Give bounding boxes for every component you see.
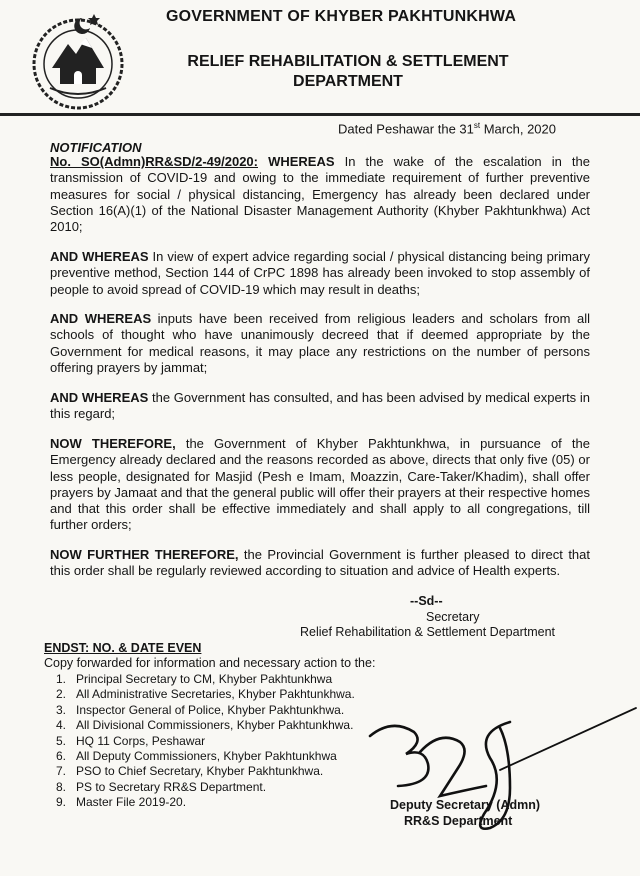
distribution-item-number: 9.: [55, 795, 66, 810]
department-title-line-2: DEPARTMENT: [293, 73, 403, 90]
deputy-secretary-title: Deputy Secretary (Admn): [390, 798, 541, 812]
distribution-item-text: PS to Secretary RR&S Department.: [76, 779, 267, 794]
distribution-list: [44, 672, 355, 811]
distribution-item-number: 7.: [55, 764, 66, 779]
letterhead-divider: [0, 113, 640, 116]
distribution-item-text: Inspector General of Police, Khyber Pakhtunkhwa.: [76, 702, 345, 717]
distribution-item: [44, 672, 355, 687]
distribution-item: [44, 780, 355, 795]
distribution-item-number: 5.: [55, 733, 66, 748]
distribution-item-text: PSO to Chief Secretary, Khyber Pakhtunkhwa.: [76, 764, 324, 779]
paragraph-whereas-3: AND WHEREAS inputs have been received from religious leaders and scholars from all schools of thought who have unanimously decreed that if deemed appropriate by the Government for medical reasons, it may place any restrictions on the number of persons offering prayers by jammat;: [50, 311, 590, 375]
distribution-item: [44, 703, 355, 718]
paragraph-whereas-2: AND WHEREAS In view of expert advice regarding social / physical distancing being primary preventive method, Section 144 of CrPC 1898 has already been invoked to stop assembly of people to avoid spread of COVID-19 which may result in deaths;: [50, 249, 590, 297]
distribution-item: [44, 734, 355, 749]
distribution-item: [44, 749, 355, 764]
distribution-item-number: 8.: [55, 779, 66, 794]
government-title: GOVERNMENT OF KHYBER PAKHTUNKHWA: [166, 8, 517, 25]
paragraph-whereas-4: AND WHEREAS the Government has consulted, and has been advised by medical experts in this regard;: [50, 390, 590, 422]
distribution-item-number: 2.: [55, 687, 66, 702]
distribution-item-text: All Administrative Secretaries, Khyber Pakhtunkhwa.: [76, 687, 355, 702]
distribution-item: [44, 687, 355, 702]
paragraph-whereas-1: No. SO(Admn)RR&SD/2-49/2020: WHEREAS In the wake of the escalation in the transmission of COVID-19 and owing to the immediate requirement of further preventive measures for social / physical distancing, Emergency has already been declared under Section 16(A)(1) of the National Disaster Management Authority (Khyber Pakhtunkhwa) Act 2010;: [50, 154, 590, 235]
paragraph-now-therefore: NOW THEREFORE, the Government of Khyber Pakhtunkhwa, in pursuance of the Emergency already declared and the reasons recorded as above, directs that only five (05) or less people, designated for Masjid (Pesh e Imam, Moazzin, Care-Taker/Khadim), shall offer prayers by Jamaat and that the general public will offer their prayers at their respective homes and that this order shall be effective immediately and shall apply to all congregations, till further orders;: [50, 436, 591, 533]
dated-line: Dated Peshawar the 31st March, 2020: [338, 121, 556, 137]
distribution-item-number: 3.: [55, 702, 66, 717]
distribution-item-text: Master File 2019-20.: [76, 795, 187, 810]
distribution-item-text: HQ 11 Corps, Peshawar: [76, 733, 206, 748]
paragraph-now-further-therefore: NOW FURTHER THEREFORE, the Provincial Government is further pleased to direct that this order shall be regularly reviewed according to situation and advice of Health experts.: [50, 547, 590, 579]
distribution-item: [44, 718, 355, 733]
distribution-item-text: All Deputy Commissioners, Khyber Pakhtunkhwa: [76, 748, 337, 763]
notification-number: No. SO(Admn)RR&SD/2-49/2020:: [50, 154, 258, 169]
distribution-item-number: 4.: [55, 718, 66, 733]
distribution-item-number: 1.: [55, 672, 66, 686]
deputy-secretary-department: RR&S Department: [404, 814, 513, 828]
signatory-department: Relief Rehabilitation & Settlement Department: [300, 625, 555, 639]
distribution-item: [44, 795, 355, 810]
distribution-item-number: 6.: [55, 748, 66, 763]
endorsement-heading: ENDST: NO. & DATE EVEN: [44, 641, 202, 655]
signatory-title: Secretary: [426, 610, 480, 624]
distribution-item-text: Principal Secretary to CM, Khyber Pakhtunkhwa: [76, 672, 333, 686]
endorsement-intro: Copy forwarded for information and necessary action to the:: [44, 656, 376, 670]
distribution-item: [44, 764, 355, 779]
distribution-item-text: All Divisional Commissioners, Khyber Pakhtunkhwa.: [76, 718, 354, 733]
notification-heading: NOTIFICATION: [50, 140, 142, 155]
signed-marker: --Sd--: [410, 594, 443, 608]
department-title-line-1: RELIEF REHABILITATION & SETTLEMENT: [187, 53, 509, 70]
